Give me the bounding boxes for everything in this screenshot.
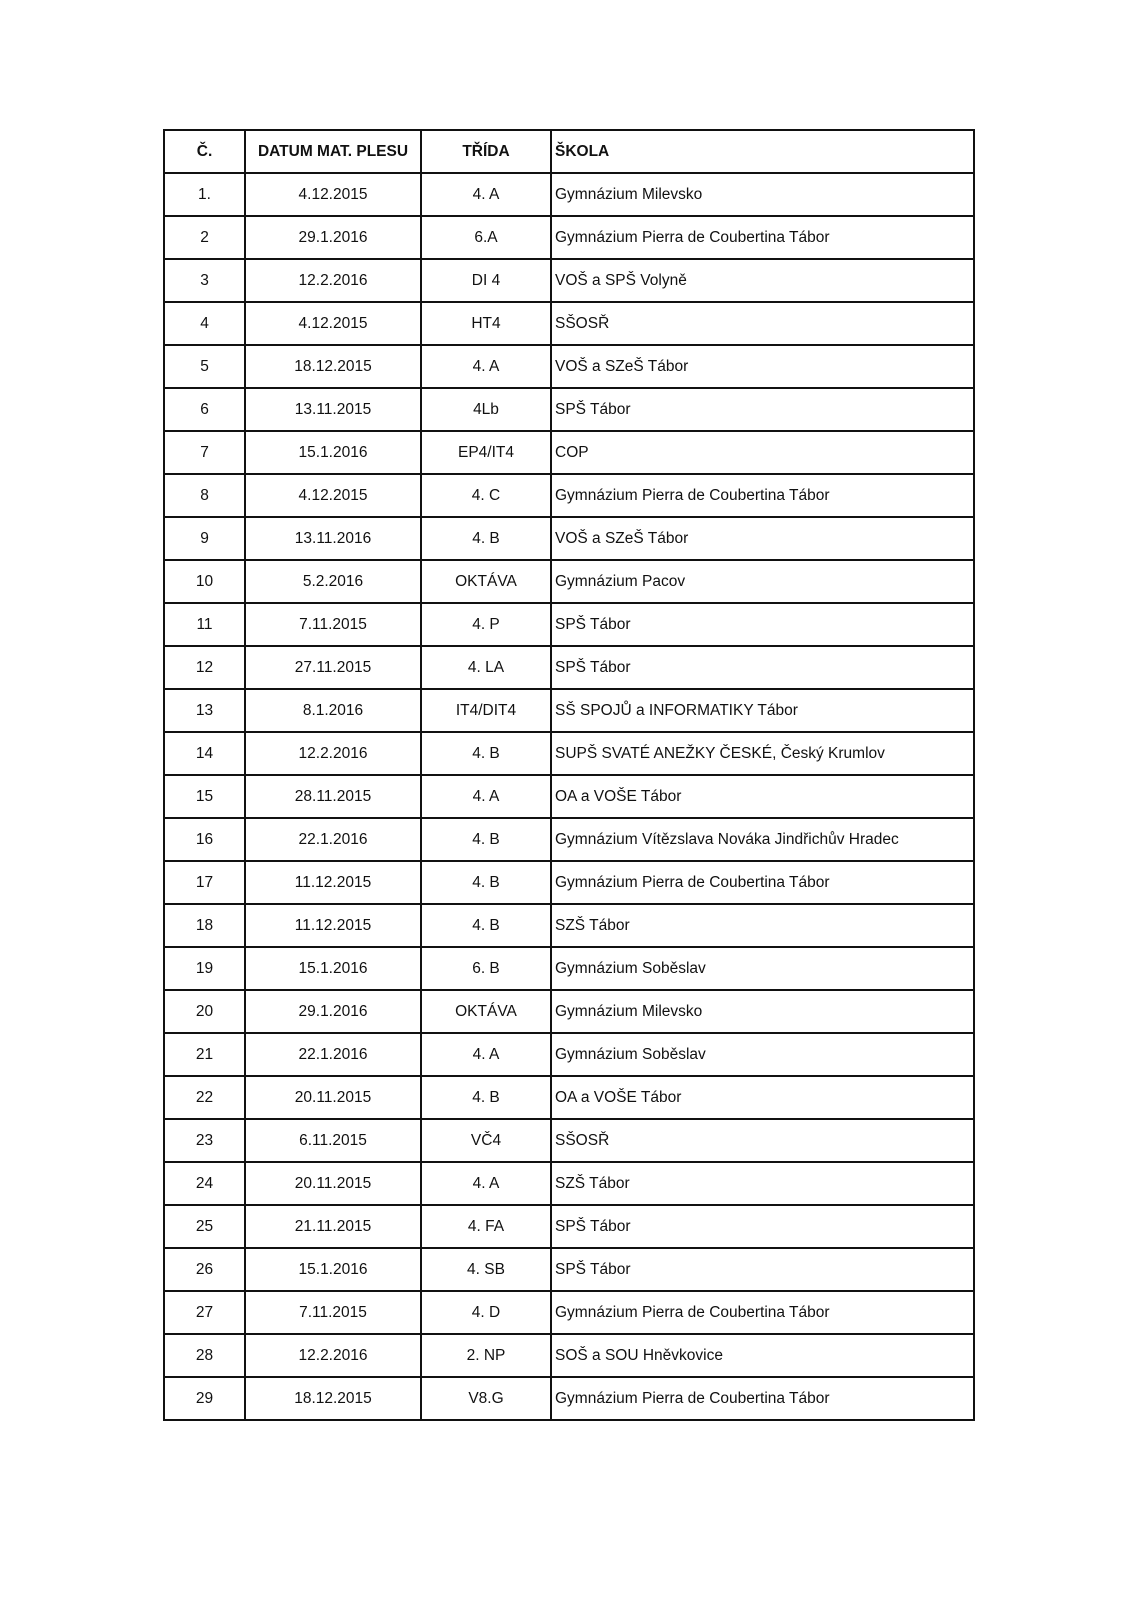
table-row xyxy=(164,689,974,732)
header-date: DATUM MAT. PLESU xyxy=(245,130,421,173)
cell-date: 20.11.2015 xyxy=(245,1162,421,1205)
cell-number: 27 xyxy=(164,1291,245,1334)
cell-school: Gymnázium Pierra de Coubertina Tábor xyxy=(551,474,974,517)
cell-date: 8.1.2016 xyxy=(245,689,421,732)
cell-class: 6. B xyxy=(421,947,551,990)
cell-school: SPŠ Tábor xyxy=(551,388,974,431)
cell-school: SPŠ Tábor xyxy=(551,603,974,646)
table-row xyxy=(164,345,974,388)
cell-number: 14 xyxy=(164,732,245,775)
cell-date: 29.1.2016 xyxy=(245,990,421,1033)
cell-school: Gymnázium Vítězslava Nováka Jindřichův Hradec xyxy=(551,818,974,861)
table-row xyxy=(164,1119,974,1162)
cell-number: 18 xyxy=(164,904,245,947)
cell-date: 12.2.2016 xyxy=(245,259,421,302)
cell-date: 11.12.2015 xyxy=(245,861,421,904)
cell-class: 4. B xyxy=(421,517,551,560)
cell-school: OA a VOŠE Tábor xyxy=(551,775,974,818)
table-row xyxy=(164,861,974,904)
cell-class: 4. B xyxy=(421,818,551,861)
cell-school: VOŠ a SPŠ Volyně xyxy=(551,259,974,302)
cell-date: 21.11.2015 xyxy=(245,1205,421,1248)
cell-date: 28.11.2015 xyxy=(245,775,421,818)
cell-date: 7.11.2015 xyxy=(245,603,421,646)
cell-number: 24 xyxy=(164,1162,245,1205)
cell-class: 4Lb xyxy=(421,388,551,431)
table-header-row xyxy=(164,130,974,173)
table-row xyxy=(164,1377,974,1420)
graduation-ball-table xyxy=(163,129,975,1421)
cell-school: SŠOSŘ xyxy=(551,1119,974,1162)
cell-number: 26 xyxy=(164,1248,245,1291)
cell-class: VČ4 xyxy=(421,1119,551,1162)
cell-school: OA a VOŠE Tábor xyxy=(551,1076,974,1119)
cell-school: Gymnázium Pierra de Coubertina Tábor xyxy=(551,1291,974,1334)
cell-school: SPŠ Tábor xyxy=(551,1248,974,1291)
table-row xyxy=(164,646,974,689)
cell-class: DI 4 xyxy=(421,259,551,302)
cell-date: 13.11.2016 xyxy=(245,517,421,560)
table-row xyxy=(164,216,974,259)
cell-number: 8 xyxy=(164,474,245,517)
cell-date: 12.2.2016 xyxy=(245,732,421,775)
cell-date: 15.1.2016 xyxy=(245,947,421,990)
cell-number: 17 xyxy=(164,861,245,904)
cell-school: Gymnázium Pierra de Coubertina Tábor xyxy=(551,1377,974,1420)
cell-number: 11 xyxy=(164,603,245,646)
cell-number: 10 xyxy=(164,560,245,603)
table-row xyxy=(164,1076,974,1119)
cell-school: VOŠ a SZeŠ Tábor xyxy=(551,345,974,388)
table-row xyxy=(164,1033,974,1076)
cell-school: VOŠ a SZeŠ Tábor xyxy=(551,517,974,560)
cell-class: 4. FA xyxy=(421,1205,551,1248)
cell-number: 12 xyxy=(164,646,245,689)
cell-class: HT4 xyxy=(421,302,551,345)
cell-number: 1. xyxy=(164,173,245,216)
header-school: ŠKOLA xyxy=(551,130,974,173)
cell-date: 22.1.2016 xyxy=(245,1033,421,1076)
table-row xyxy=(164,259,974,302)
cell-class: 2. NP xyxy=(421,1334,551,1377)
cell-number: 13 xyxy=(164,689,245,732)
table-row xyxy=(164,302,974,345)
cell-number: 3 xyxy=(164,259,245,302)
cell-number: 21 xyxy=(164,1033,245,1076)
table-row xyxy=(164,1291,974,1334)
table-row xyxy=(164,560,974,603)
cell-number: 28 xyxy=(164,1334,245,1377)
cell-class: 4. B xyxy=(421,861,551,904)
cell-school: COP xyxy=(551,431,974,474)
cell-school: Gymnázium Pierra de Coubertina Tábor xyxy=(551,216,974,259)
table-body xyxy=(164,173,974,1420)
cell-school: SUPŠ SVATÉ ANEŽKY ČESKÉ, Český Krumlov xyxy=(551,732,974,775)
cell-date: 12.2.2016 xyxy=(245,1334,421,1377)
cell-date: 4.12.2015 xyxy=(245,173,421,216)
cell-school: SŠOSŘ xyxy=(551,302,974,345)
cell-date: 18.12.2015 xyxy=(245,1377,421,1420)
header-class: TŘÍDA xyxy=(421,130,551,173)
cell-date: 7.11.2015 xyxy=(245,1291,421,1334)
cell-number: 22 xyxy=(164,1076,245,1119)
cell-number: 20 xyxy=(164,990,245,1033)
table-row xyxy=(164,990,974,1033)
cell-date: 13.11.2015 xyxy=(245,388,421,431)
cell-number: 4 xyxy=(164,302,245,345)
cell-class: 4. A xyxy=(421,1162,551,1205)
table-row xyxy=(164,603,974,646)
cell-number: 6 xyxy=(164,388,245,431)
cell-school: Gymnázium Milevsko xyxy=(551,990,974,1033)
table-row xyxy=(164,431,974,474)
cell-number: 29 xyxy=(164,1377,245,1420)
cell-school: Gymnázium Soběslav xyxy=(551,947,974,990)
cell-class: 4. B xyxy=(421,1076,551,1119)
table-row xyxy=(164,388,974,431)
cell-number: 25 xyxy=(164,1205,245,1248)
cell-date: 18.12.2015 xyxy=(245,345,421,388)
cell-class: 4. P xyxy=(421,603,551,646)
cell-date: 11.12.2015 xyxy=(245,904,421,947)
cell-school: Gymnázium Milevsko xyxy=(551,173,974,216)
cell-number: 19 xyxy=(164,947,245,990)
table-row xyxy=(164,173,974,216)
cell-class: 4. A xyxy=(421,345,551,388)
table-row xyxy=(164,904,974,947)
table-row xyxy=(164,732,974,775)
cell-school: SZŠ Tábor xyxy=(551,904,974,947)
cell-number: 5 xyxy=(164,345,245,388)
table-row xyxy=(164,947,974,990)
cell-school: Gymnázium Soběslav xyxy=(551,1033,974,1076)
cell-class: EP4/IT4 xyxy=(421,431,551,474)
cell-school: SOŠ a SOU Hněvkovice xyxy=(551,1334,974,1377)
cell-date: 15.1.2016 xyxy=(245,431,421,474)
cell-date: 27.11.2015 xyxy=(245,646,421,689)
cell-class: 6.A xyxy=(421,216,551,259)
cell-class: 4. SB xyxy=(421,1248,551,1291)
cell-class: 4. D xyxy=(421,1291,551,1334)
cell-date: 15.1.2016 xyxy=(245,1248,421,1291)
table-row xyxy=(164,1248,974,1291)
table-row xyxy=(164,517,974,560)
cell-date: 29.1.2016 xyxy=(245,216,421,259)
cell-date: 5.2.2016 xyxy=(245,560,421,603)
cell-class: 4. A xyxy=(421,1033,551,1076)
cell-number: 2 xyxy=(164,216,245,259)
cell-school: SPŠ Tábor xyxy=(551,1205,974,1248)
cell-class: OKTÁVA xyxy=(421,560,551,603)
cell-school: SŠ SPOJŮ a INFORMATIKY Tábor xyxy=(551,689,974,732)
cell-class: 4. LA xyxy=(421,646,551,689)
cell-number: 23 xyxy=(164,1119,245,1162)
cell-school: Gymnázium Pierra de Coubertina Tábor xyxy=(551,861,974,904)
cell-class: 4. C xyxy=(421,474,551,517)
cell-school: Gymnázium Pacov xyxy=(551,560,974,603)
cell-date: 20.11.2015 xyxy=(245,1076,421,1119)
cell-number: 16 xyxy=(164,818,245,861)
table-row xyxy=(164,1334,974,1377)
cell-date: 6.11.2015 xyxy=(245,1119,421,1162)
cell-date: 4.12.2015 xyxy=(245,302,421,345)
cell-date: 22.1.2016 xyxy=(245,818,421,861)
cell-class: OKTÁVA xyxy=(421,990,551,1033)
cell-date: 4.12.2015 xyxy=(245,474,421,517)
table-row xyxy=(164,775,974,818)
table-row xyxy=(164,818,974,861)
table-row xyxy=(164,1205,974,1248)
cell-number: 9 xyxy=(164,517,245,560)
header-number: Č. xyxy=(164,130,245,173)
table-row xyxy=(164,1162,974,1205)
cell-class: 4. A xyxy=(421,173,551,216)
cell-school: SZŠ Tábor xyxy=(551,1162,974,1205)
cell-class: IT4/DIT4 xyxy=(421,689,551,732)
cell-class: 4. B xyxy=(421,732,551,775)
table-row xyxy=(164,474,974,517)
cell-class: 4. B xyxy=(421,904,551,947)
cell-number: 7 xyxy=(164,431,245,474)
cell-class: 4. A xyxy=(421,775,551,818)
cell-school: SPŠ Tábor xyxy=(551,646,974,689)
cell-class: V8.G xyxy=(421,1377,551,1420)
cell-number: 15 xyxy=(164,775,245,818)
